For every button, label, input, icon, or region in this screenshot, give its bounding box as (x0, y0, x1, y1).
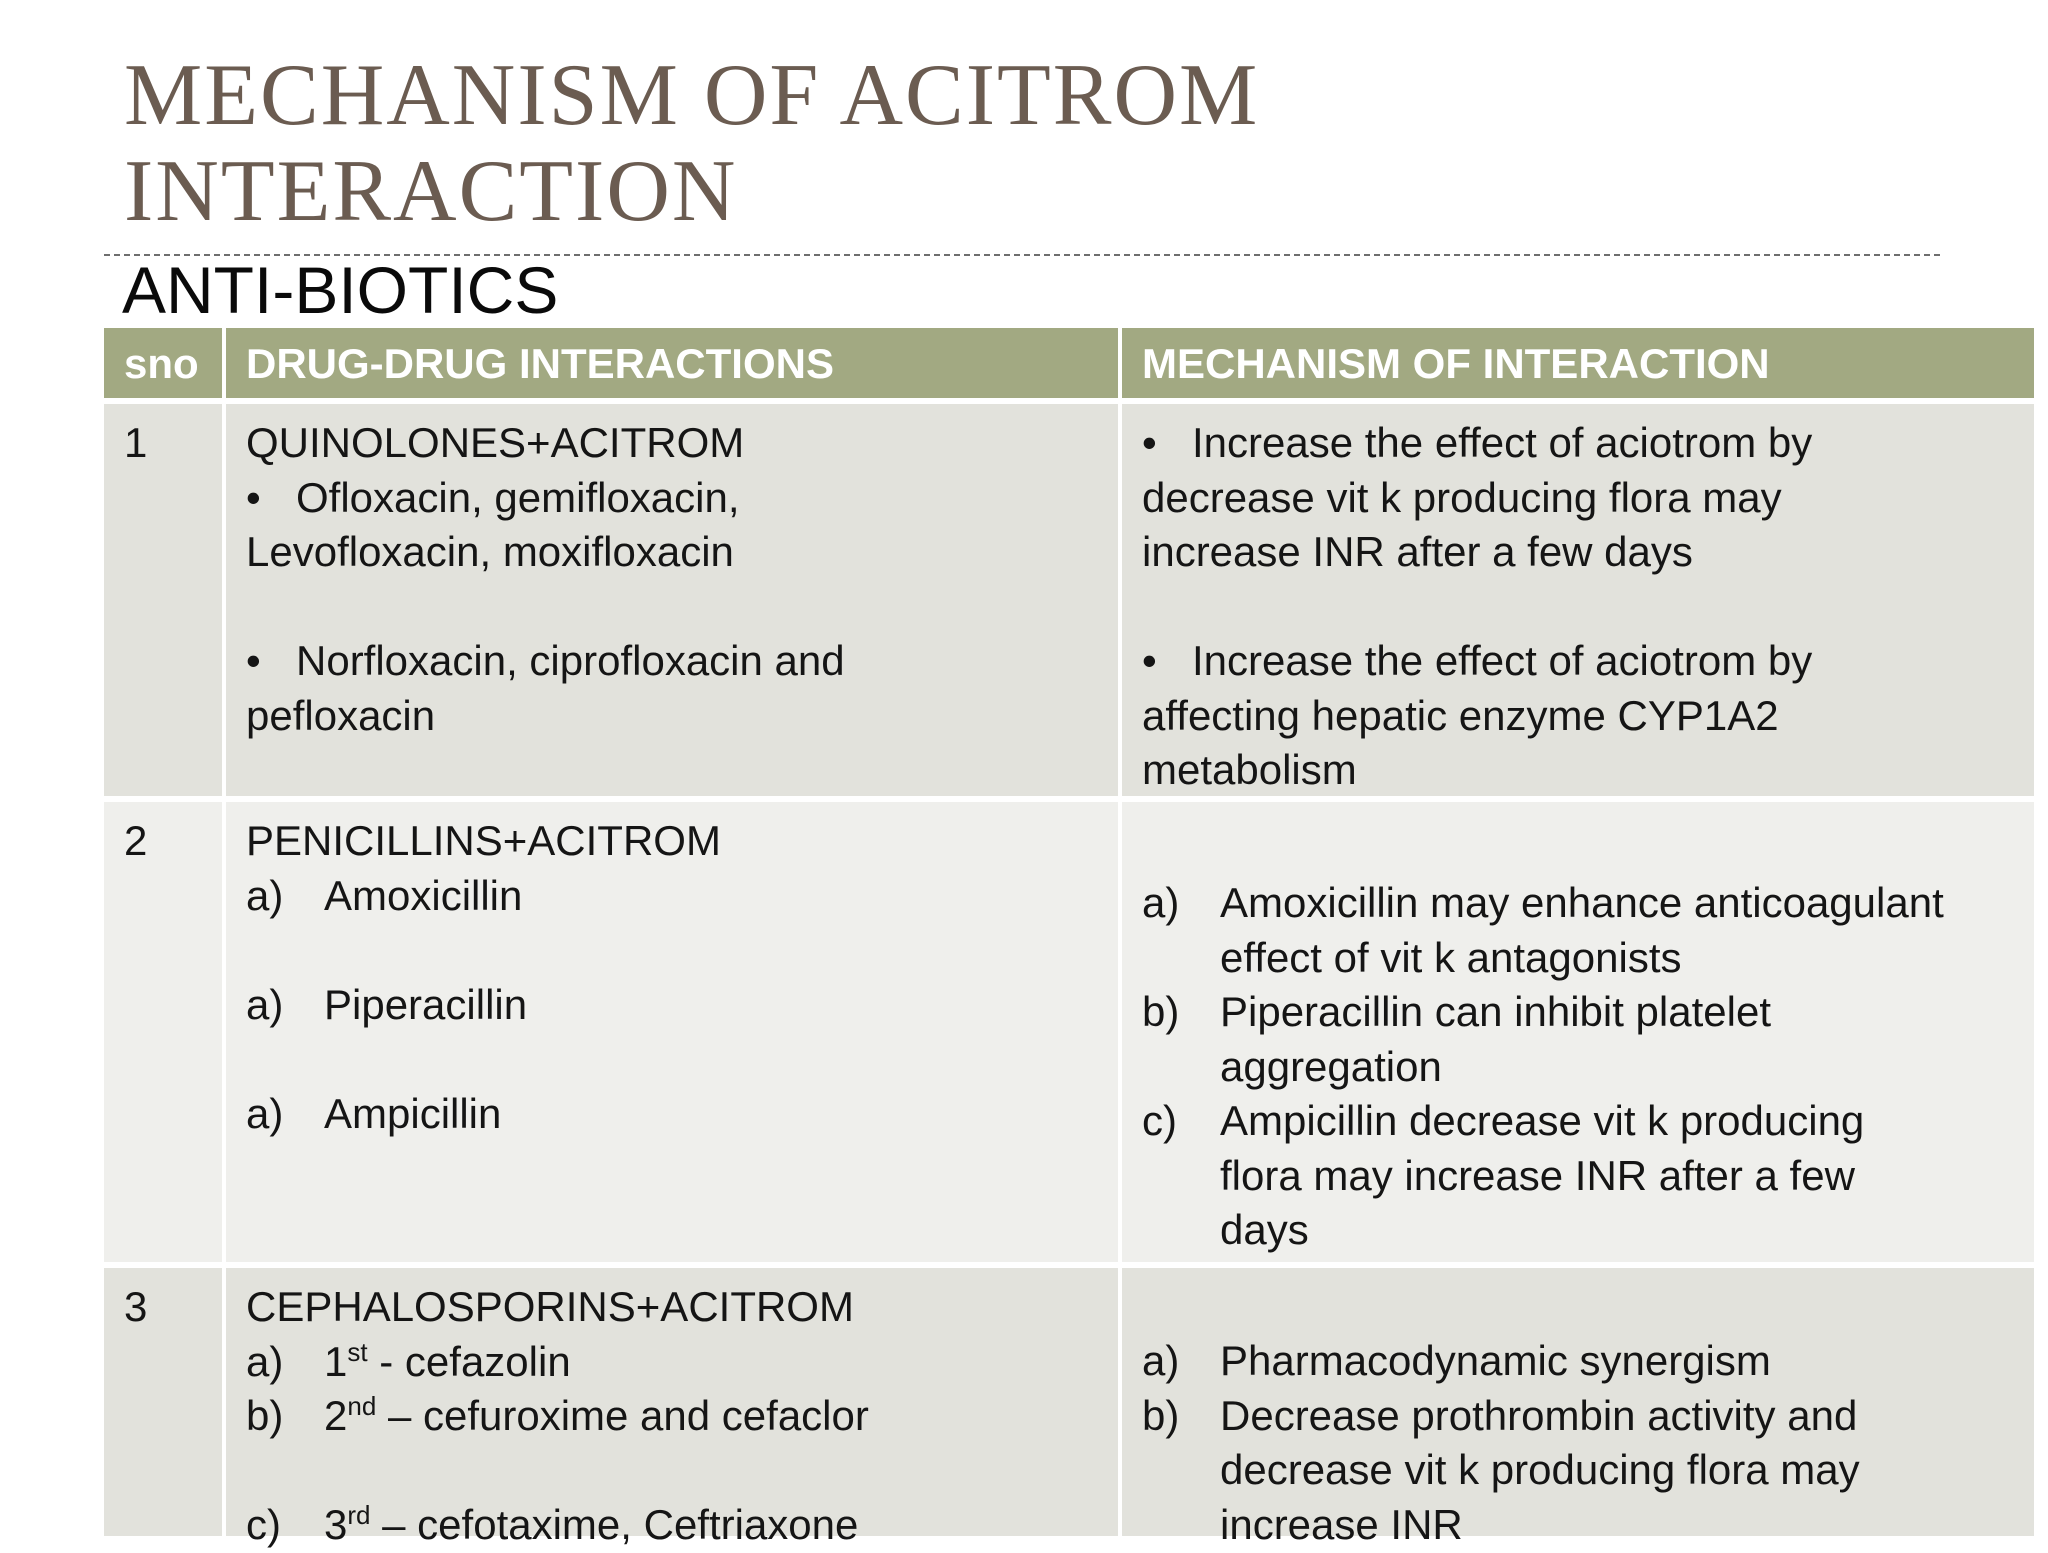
title-line-2: INTERACTION (124, 143, 738, 240)
list-item-continuation: increase INR after a few days (1142, 528, 1693, 575)
list-item-continuation: Levofloxacin, moxifloxacin (246, 528, 734, 575)
slide-title (124, 48, 1824, 240)
list-item-continuation: metabolism (1142, 746, 1357, 793)
list-item: • Increase the effect of aciotrom by (1142, 637, 1813, 684)
header-drug-interactions: DRUG-DRUG INTERACTIONS (226, 328, 1118, 398)
list-item: • Norfloxacin, ciprofloxacin and (246, 637, 845, 684)
list-item: a) Amoxicillin (246, 871, 523, 919)
row-2-drugs (226, 802, 1118, 1262)
header-sno: sno (104, 328, 222, 398)
section-subtitle: ANTI-BIOTICS (122, 253, 559, 327)
header-mechanism: MECHANISM OF INTERACTION (1122, 328, 2034, 398)
table-row (104, 1268, 2034, 1548)
list-item-continuation: pefloxacin (246, 691, 436, 739)
list-item: b) Decrease prothrombin activity and (1142, 1391, 1858, 1439)
list-item-continuation: flora may increase INR after a few (1220, 1151, 1855, 1199)
row-3-sno: 3 (104, 1268, 222, 1536)
row-3-group: CEPHALOSPORINS+ACITROM (246, 1283, 854, 1330)
list-item: c) Ampicillin decrease vit k producing (1142, 1097, 1865, 1144)
list-item: • Increase the effect of aciotrom by (1142, 419, 1813, 466)
list-item-continuation: affecting hepatic enzyme CYP1A2 (1142, 691, 1779, 739)
list-item-continuation: aggregation (1220, 1042, 1442, 1090)
list-item: a) 1st - cefazolin (246, 1336, 571, 1385)
table-row (104, 404, 2034, 796)
row-1-sno: 1 (104, 404, 222, 796)
list-item: a) Pharmacodynamic synergism (1142, 1337, 1771, 1384)
list-item: a) Amoxicillin may enhance anticoagulant (1142, 879, 1944, 926)
table-row (104, 802, 2034, 1262)
list-item: b) 2nd – cefuroxime and cefaclor (246, 1391, 869, 1439)
row-2-group: PENICILLINS+ACITROM (246, 817, 721, 864)
title-line-1: MECHANISM OF ACITROM (124, 47, 1260, 144)
row-3-drugs (226, 1268, 1118, 1548)
list-item-continuation: decrease vit k producing flora may (1220, 1446, 1860, 1493)
row-3-mechanism (1122, 1268, 2034, 1548)
list-item: c) 3rd – cefotaxime, Ceftriaxone (246, 1500, 859, 1548)
list-item-continuation: days (1220, 1206, 1309, 1253)
list-item: a) Ampicillin (246, 1089, 502, 1137)
table-header-row (104, 328, 2034, 398)
list-item: • Ofloxacin, gemifloxacin, (246, 473, 740, 521)
list-item: a) Piperacillin (246, 980, 528, 1028)
list-item-continuation: increase INR (1220, 1500, 1463, 1548)
row-1-mechanism (1122, 404, 2034, 796)
list-item-continuation: effect of vit k antagonists (1220, 933, 1682, 981)
list-item-continuation: decrease vit k producing flora may (1142, 473, 1782, 521)
row-2-mechanism (1122, 802, 2034, 1262)
row-1-drugs (226, 404, 1118, 796)
list-item: b) Piperacillin can inhibit platelet (1142, 988, 1771, 1035)
row-2-sno: 2 (104, 802, 222, 1262)
row-1-group: QUINOLONES+ACITROM (246, 419, 745, 466)
